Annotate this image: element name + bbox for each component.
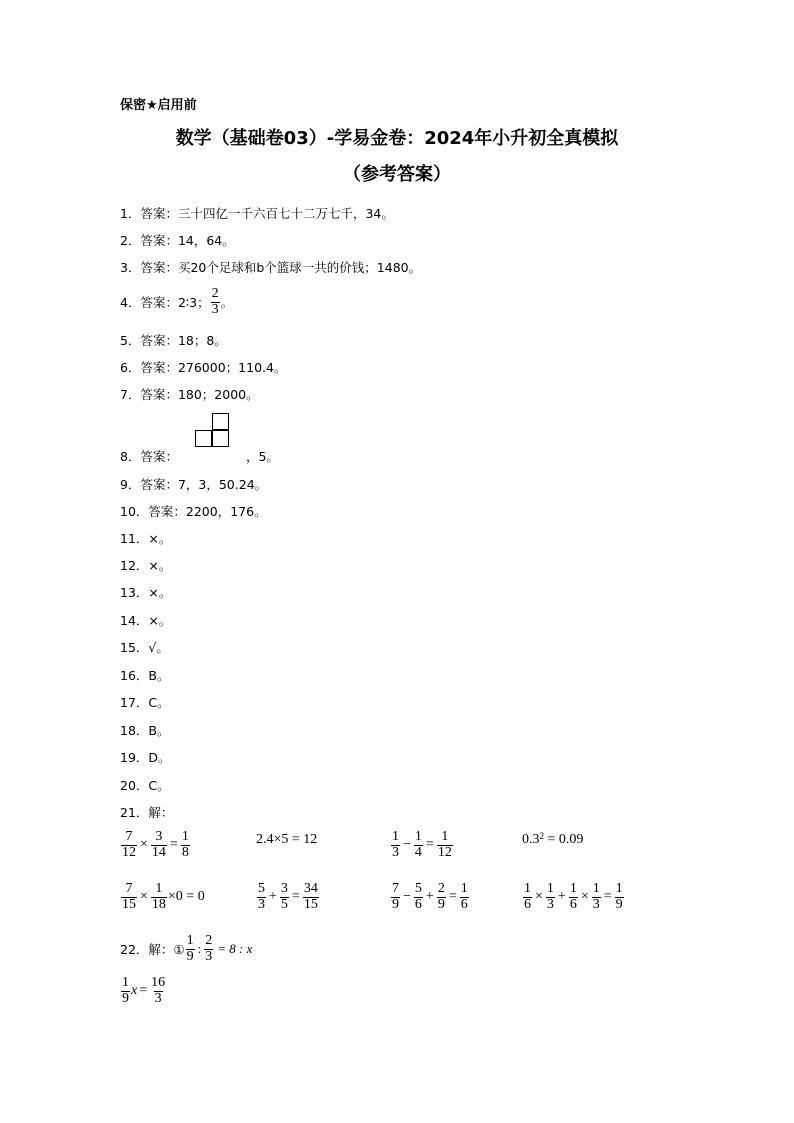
- page-subtitle: （参考答案）: [343, 164, 451, 185]
- fraction-numerator: 1: [392, 829, 399, 844]
- fraction: [181, 830, 190, 860]
- fraction: [437, 882, 446, 912]
- fraction-denominator: 4: [414, 844, 422, 860]
- q22-label: 22．解：①: [120, 942, 185, 958]
- fraction-numerator: 1: [592, 881, 600, 896]
- fraction-denominator: 3: [546, 896, 554, 912]
- q21-expr-4: [522, 832, 583, 848]
- fraction: [569, 882, 578, 912]
- answer-3: 3．答案：买20个足球和b个篮球一共的价钱；1480。: [120, 260, 422, 275]
- answer-9: 9．答案：7，3，50.24。: [120, 477, 268, 492]
- fraction-denominator: 9: [122, 990, 129, 1006]
- q21-expr-2: 2.4×5 = 12: [256, 832, 318, 847]
- fraction-numerator: 3: [280, 881, 288, 896]
- fraction-denominator: 12: [437, 844, 452, 860]
- fraction-numerator: 2: [205, 933, 213, 948]
- fraction-denominator: 8: [181, 844, 189, 860]
- fraction-denominator: 9: [615, 896, 623, 912]
- operator: ×: [580, 889, 589, 905]
- answer-6: 6．答案：276000；110.4。: [120, 360, 287, 375]
- fraction-numerator: 1: [155, 881, 163, 896]
- answer-18: 18．B。: [120, 723, 170, 738]
- fraction: [414, 882, 423, 912]
- answer-4-tail: 。: [220, 295, 234, 311]
- fraction-denominator: 3: [205, 948, 213, 964]
- page-title: 数学（基础卷03）-学易金卷：2024年小升初全真模拟: [175, 128, 619, 149]
- fraction-denominator: 3: [592, 896, 600, 912]
- equals-sign: =: [139, 983, 148, 999]
- fraction: [150, 976, 166, 1006]
- fraction: [414, 830, 423, 860]
- fraction-numerator: 5: [258, 881, 265, 896]
- fraction-numerator: 1: [414, 829, 422, 844]
- answer-17: 17．C。: [120, 695, 170, 710]
- answer-4-text: 4．答案：2∶3；: [120, 295, 210, 311]
- fraction-denominator: 5: [280, 896, 288, 912]
- answer-1: 1．答案：三十四亿一千六百七十二万七千，34。: [120, 206, 394, 221]
- fraction: [151, 830, 167, 860]
- fraction-denominator: 6: [460, 896, 468, 912]
- answer-20: 20．C。: [120, 778, 170, 793]
- fraction-numerator: 2: [211, 286, 219, 301]
- fraction-denominator: 6: [414, 896, 422, 912]
- answer-14: 14．×。: [120, 613, 172, 628]
- fraction: [151, 882, 167, 912]
- answer-2: 2．答案：14，64。: [120, 233, 235, 248]
- operator: ×: [535, 889, 543, 905]
- fraction-numerator: 7: [125, 881, 133, 896]
- figure-square-top: [212, 413, 229, 430]
- confidential-label: 保密★启用前: [120, 98, 197, 113]
- fraction-numerator: 34: [303, 881, 318, 896]
- answer-4: [120, 287, 233, 317]
- answer-19: 19．D。: [120, 750, 171, 765]
- fraction-numerator: 1: [122, 975, 129, 990]
- fraction: [546, 882, 555, 912]
- answer-8-text: 8．答案：: [120, 449, 178, 464]
- fraction: [121, 976, 130, 1006]
- fraction: [437, 830, 453, 860]
- variable: x: [131, 983, 138, 999]
- answer-4-fraction: [211, 287, 220, 317]
- answer-16: 16．B。: [120, 668, 170, 683]
- base: 0.3: [522, 832, 540, 847]
- fraction: [303, 882, 319, 912]
- fraction-denominator: 9: [392, 896, 399, 912]
- q21-expr-3: [390, 830, 454, 860]
- equals-sign: =: [169, 837, 178, 853]
- operator: ×: [140, 837, 148, 853]
- fraction-numerator: 7: [392, 881, 399, 896]
- q21-expr-7: [390, 882, 470, 912]
- fraction-numerator: 1: [186, 933, 194, 948]
- fraction-denominator: 9: [437, 896, 445, 912]
- equals-sign: =: [425, 837, 434, 853]
- fraction-denominator: 15: [303, 896, 318, 912]
- fraction: [523, 882, 532, 912]
- fraction-numerator: 1: [569, 881, 577, 896]
- fraction: [391, 830, 400, 860]
- q22-rest: = 8 : x: [217, 941, 253, 957]
- fraction-denominator: 9: [186, 948, 194, 964]
- answer-7: 7．答案：180；2000。: [120, 387, 259, 402]
- fraction: [615, 882, 624, 912]
- answer-13: 13．×。: [120, 585, 172, 600]
- fraction: [121, 882, 137, 912]
- fraction: [204, 934, 213, 964]
- operator: +: [425, 889, 434, 905]
- fraction-denominator: 15: [122, 896, 136, 912]
- answer-10: 10．答案：2200，176。: [120, 504, 267, 519]
- fraction: [391, 882, 400, 912]
- fraction-numerator: 1: [441, 829, 449, 844]
- answer-21-label: 21．解：: [120, 805, 174, 820]
- fraction: [257, 882, 266, 912]
- answer-8-tail: ，5。: [245, 449, 279, 464]
- fraction-denominator: 12: [122, 844, 136, 860]
- answer-12: 12．×。: [120, 558, 172, 573]
- fraction-denominator: 14: [151, 844, 166, 860]
- equals-sign: =: [291, 889, 300, 905]
- exponent: 2: [539, 831, 544, 841]
- fraction-numerator: 1: [181, 829, 189, 844]
- answer-15: 15．√。: [120, 640, 169, 655]
- fraction-denominator: 6: [569, 896, 577, 912]
- fraction-numerator: 1: [524, 881, 531, 896]
- equals-sign: =: [448, 889, 457, 905]
- figure-square-bottom-left: [195, 430, 212, 447]
- fraction-denominator: 18: [151, 896, 166, 912]
- figure-square-bottom-right: [212, 430, 229, 447]
- operator: +: [557, 889, 566, 905]
- fraction-denominator: 3: [258, 896, 265, 912]
- result: ×0 = 0: [167, 889, 205, 905]
- equals-sign: =: [603, 889, 612, 905]
- operator: −: [403, 889, 411, 905]
- operator: +: [269, 889, 277, 905]
- fraction-numerator: 7: [125, 829, 133, 844]
- fraction-numerator: 1: [615, 881, 623, 896]
- fraction-numerator: 5: [414, 881, 422, 896]
- fraction-denominator: 3: [392, 844, 399, 860]
- fraction: [186, 934, 195, 964]
- fraction-numerator: 1: [546, 881, 554, 896]
- q21-expr-5: [120, 882, 205, 912]
- fraction-numerator: 1: [460, 881, 468, 896]
- ratio-colon: :: [197, 941, 202, 957]
- answer-8: [120, 447, 279, 465]
- fraction: [280, 882, 289, 912]
- q21-expr-8: [522, 882, 625, 912]
- answer-11: 11．×。: [120, 531, 172, 546]
- q22-step-1: [120, 976, 167, 1006]
- fraction-denominator: 3: [211, 301, 219, 317]
- answer-5: 5．答案：18；8。: [120, 333, 227, 348]
- fraction-numerator: 16: [151, 975, 166, 990]
- q21-expr-6: [256, 882, 320, 912]
- fraction-numerator: 3: [155, 829, 163, 844]
- result: = 0.09: [544, 832, 584, 847]
- fraction-numerator: 2: [437, 881, 445, 896]
- q22-equation: [120, 934, 252, 964]
- operator: ×: [140, 889, 148, 905]
- operator: −: [403, 837, 411, 853]
- fraction: [592, 882, 601, 912]
- fraction-denominator: 3: [154, 990, 162, 1006]
- fraction-denominator: 6: [524, 896, 531, 912]
- fraction: [460, 882, 469, 912]
- q21-expr-1: [120, 830, 191, 860]
- fraction: [121, 830, 137, 860]
